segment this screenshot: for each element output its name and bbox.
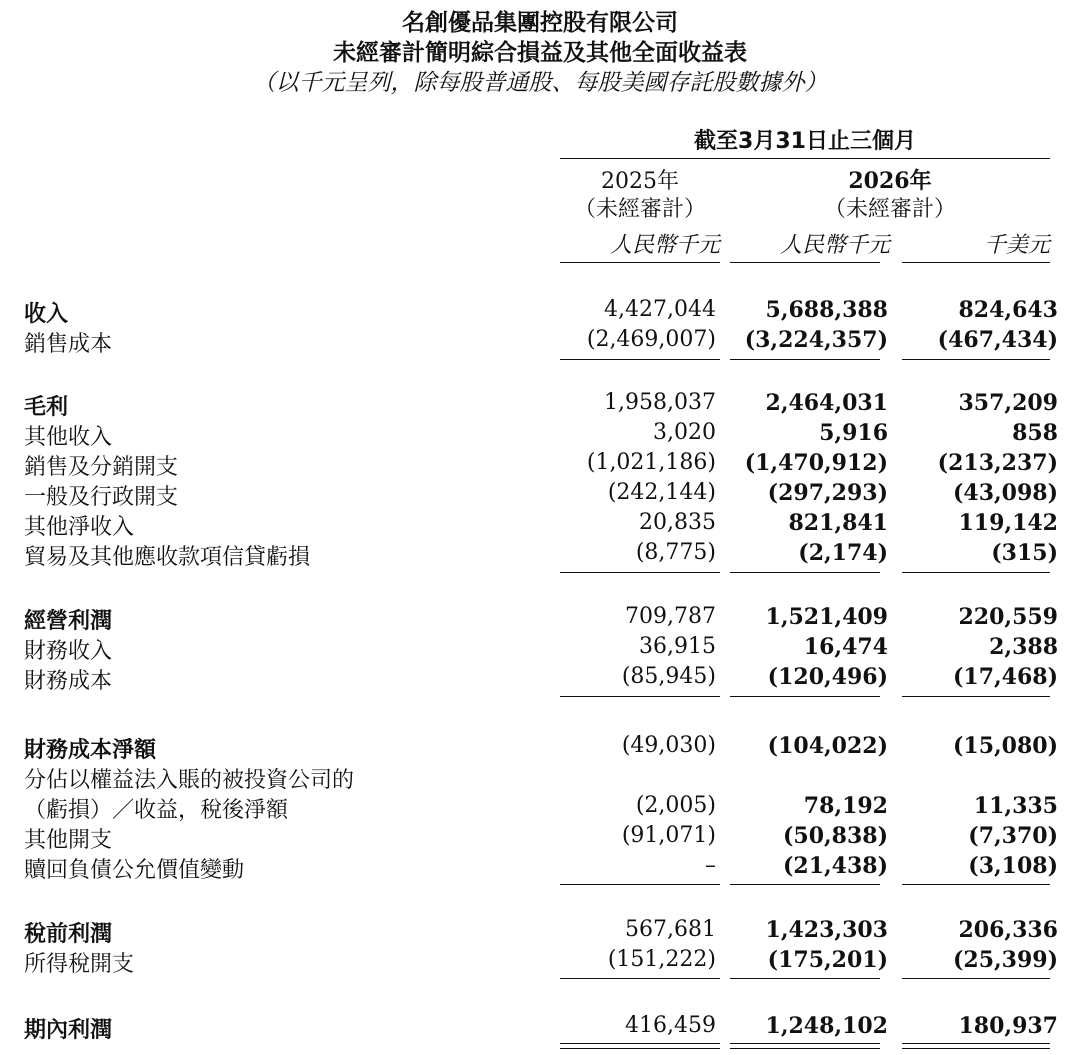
row-label: 銷售成本	[24, 332, 113, 357]
table-row	[0, 634, 1080, 664]
table-row	[0, 823, 1080, 853]
value-2025-rmb: (49,030)	[621, 733, 716, 758]
value-2026-rmb: (3,224,357)	[744, 327, 888, 353]
value-2026-usd: 206,336	[958, 917, 1058, 943]
subtotal-rule	[730, 359, 880, 360]
value-2026-rmb: 821,841	[788, 510, 888, 536]
value-2025-rmb: 20,835	[639, 510, 716, 535]
currency-rmb-2025: 人民幣千元	[609, 233, 720, 258]
row-label: 分佔以權益法入賬的被投資公司的	[24, 768, 355, 793]
statement-note: （以千元呈列，除每股普通股、每股美國存託股數據外）	[252, 70, 828, 96]
subtotal-rule	[902, 696, 1050, 697]
subtotal-rule	[902, 884, 1050, 885]
value-2025-rmb: 416,459	[625, 1013, 716, 1038]
value-2026-usd: (213,237)	[937, 450, 1058, 476]
table-row	[0, 1013, 1080, 1043]
table-row	[0, 853, 1080, 883]
row-label: 財務收入	[24, 639, 113, 664]
value-2026-usd: (3,108)	[968, 853, 1058, 879]
value-2025-rmb: (242,144)	[607, 480, 716, 505]
subtotal-rule	[730, 696, 880, 697]
audit-note-2026: （未經審計）	[823, 197, 956, 222]
row-label: 一般及行政開支	[24, 485, 179, 510]
statement-header	[0, 8, 1080, 98]
row-label: 財務成本	[24, 669, 113, 694]
table-row	[0, 733, 1080, 763]
row-label: 銷售及分銷開支	[24, 455, 179, 480]
value-2026-rmb: (120,496)	[767, 664, 888, 690]
row-label: 期內利潤	[24, 1018, 113, 1043]
period-heading: 截至3月31日止三個月	[694, 129, 916, 154]
double-rule-top	[902, 1043, 1050, 1044]
table-row	[0, 917, 1080, 947]
subtotal-rule	[560, 696, 720, 697]
value-2026-rmb: 5,916	[819, 420, 888, 446]
table-row	[0, 664, 1080, 694]
subtotal-rule	[730, 978, 880, 979]
value-2026-usd: (467,434)	[937, 327, 1058, 353]
value-2026-usd: 11,335	[973, 793, 1058, 819]
table-row	[0, 540, 1080, 570]
value-2026-rmb: 2,464,031	[765, 390, 888, 416]
value-2025-rmb: 36,915	[639, 634, 716, 659]
row-label: 其他收入	[24, 425, 113, 450]
value-2025-rmb: (8,775)	[635, 540, 716, 565]
subtotal-rule	[560, 359, 720, 360]
double-rule-bottom	[730, 1048, 880, 1049]
double-rule-top	[560, 1043, 720, 1044]
row-label: 收入	[24, 302, 69, 327]
value-2025-rmb: (2,005)	[635, 793, 716, 818]
value-2026-usd: (25,399)	[952, 947, 1058, 973]
value-2026-rmb: 16,474	[803, 634, 888, 660]
value-2026-rmb: (50,838)	[782, 823, 888, 849]
row-label: 其他開支	[24, 828, 113, 853]
value-2026-usd: 119,142	[958, 510, 1058, 536]
row-label: 其他淨收入	[24, 515, 135, 540]
value-2025-rmb: 3,020	[653, 420, 716, 445]
value-2026-usd: 2,388	[989, 634, 1058, 660]
currency-underline-usd-2026	[902, 262, 1050, 263]
table-row	[0, 604, 1080, 634]
subtotal-rule	[560, 884, 720, 885]
table-row	[0, 793, 1080, 823]
value-2026-rmb: (1,470,912)	[744, 450, 888, 476]
value-2026-usd: (315)	[991, 540, 1058, 566]
subtotal-rule	[902, 572, 1050, 573]
value-2026-usd: (7,370)	[968, 823, 1058, 849]
value-2026-rmb: 1,521,409	[765, 604, 888, 630]
value-2026-rmb: 1,423,303	[765, 917, 888, 943]
subtotal-rule	[560, 572, 720, 573]
table-row	[0, 510, 1080, 540]
row-label: 贖回負債公允價值變動	[24, 858, 245, 883]
subtotal-rule	[902, 978, 1050, 979]
row-label: 經營利潤	[24, 609, 113, 634]
value-2026-rmb: (175,201)	[767, 947, 888, 973]
value-2026-usd: 824,643	[958, 297, 1058, 323]
value-2026-usd: (15,080)	[952, 733, 1058, 759]
row-label: （虧損）／收益，稅後淨額	[24, 798, 289, 823]
value-2025-rmb: (85,945)	[621, 664, 716, 689]
year-2025: 2025年	[601, 169, 679, 194]
row-label: 稅前利潤	[24, 922, 113, 947]
value-2026-rmb: 5,688,388	[765, 297, 888, 323]
table-row	[0, 763, 1080, 793]
subtotal-rule	[730, 884, 880, 885]
year-2026: 2026年	[848, 168, 932, 194]
value-2026-usd: 357,209	[958, 390, 1058, 416]
double-rule-bottom	[560, 1048, 720, 1049]
company-name: 名創優品集團控股有限公司	[402, 10, 678, 36]
row-label: 毛利	[24, 395, 69, 420]
table-row	[0, 450, 1080, 480]
value-2025-rmb: –	[705, 853, 716, 878]
table-row	[0, 390, 1080, 420]
value-2026-usd: 220,559	[958, 604, 1058, 630]
value-2026-usd: (43,098)	[952, 480, 1058, 506]
value-2026-rmb: (2,174)	[798, 540, 888, 566]
period-underline	[560, 158, 1050, 159]
currency-underline-rmb-2026	[730, 262, 880, 263]
value-2025-rmb: 709,787	[625, 604, 716, 629]
audit-note-2025: （未經審計）	[573, 197, 706, 222]
value-2026-usd: 858	[1012, 420, 1058, 446]
double-rule-bottom	[902, 1048, 1050, 1049]
value-2025-rmb: (2,469,007)	[586, 327, 716, 352]
value-2026-usd: 180,937	[958, 1013, 1058, 1039]
value-2025-rmb: 1,958,037	[604, 390, 716, 415]
value-2025-rmb: 567,681	[625, 917, 716, 942]
value-2026-rmb: (297,293)	[767, 480, 888, 506]
value-2026-rmb: (104,022)	[767, 733, 888, 759]
row-label: 財務成本淨額	[24, 738, 157, 763]
subtotal-rule	[730, 572, 880, 573]
value-2025-rmb: (91,071)	[621, 823, 716, 848]
value-2026-rmb: 78,192	[803, 793, 888, 819]
subtotal-rule	[902, 359, 1050, 360]
currency-underline-2025	[560, 262, 720, 263]
table-row	[0, 297, 1080, 327]
row-label: 所得稅開支	[24, 952, 135, 977]
table-row	[0, 947, 1080, 977]
table-row	[0, 420, 1080, 450]
table-row	[0, 480, 1080, 510]
statement-title: 未經審計簡明綜合損益及其他全面收益表	[333, 40, 747, 66]
currency-usd-2026: 千美元	[983, 233, 1050, 258]
subtotal-rule	[560, 978, 720, 979]
value-2026-rmb: (21,438)	[782, 853, 888, 879]
table-row	[0, 327, 1080, 357]
value-2025-rmb: (151,222)	[607, 947, 716, 972]
double-rule-top	[730, 1043, 880, 1044]
currency-rmb-2026: 人民幣千元	[779, 233, 890, 258]
row-label: 貿易及其他應收款項信貸虧損	[24, 545, 311, 570]
value-2026-usd: (17,468)	[952, 664, 1058, 690]
value-2025-rmb: 4,427,044	[604, 297, 716, 322]
value-2025-rmb: (1,021,186)	[586, 450, 716, 475]
value-2026-rmb: 1,248,102	[765, 1013, 888, 1039]
